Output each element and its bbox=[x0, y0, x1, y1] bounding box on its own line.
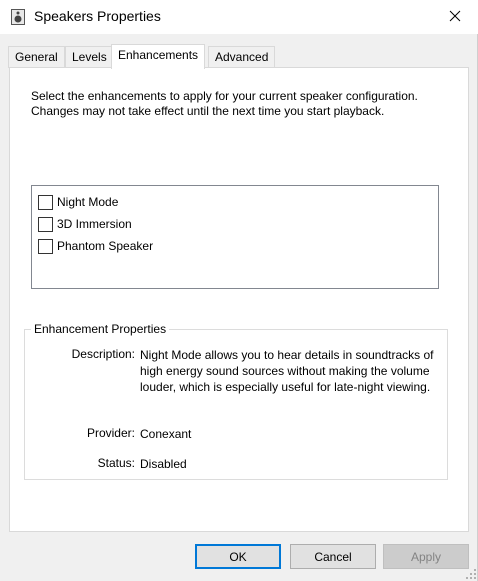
close-icon bbox=[449, 10, 461, 22]
cancel-button[interactable]: Cancel bbox=[290, 544, 376, 569]
provider-label: Provider: bbox=[86, 426, 135, 440]
status-label: Status: bbox=[97, 456, 135, 470]
list-item-label: Night Mode bbox=[57, 195, 119, 209]
ok-button[interactable]: OK bbox=[195, 544, 281, 569]
title-bar[interactable] bbox=[0, 0, 478, 34]
tab-strip bbox=[8, 44, 470, 68]
tab-label: Advanced bbox=[215, 50, 269, 64]
night-mode-checkbox[interactable] bbox=[38, 195, 53, 210]
list-item-label: 3D Immersion bbox=[57, 217, 132, 231]
enhancements-intro: Select the enhancements to apply for your current speaker configuration. Changes may not take effect until the next time you start playback. bbox=[31, 89, 418, 118]
close-button[interactable] bbox=[432, 0, 478, 32]
description-value: Night Mode allows you to hear details in soundtracks of high energy sound sources without making the volume louder, which is especially useful for late-night viewing. bbox=[140, 348, 434, 394]
3d-immersion-checkbox[interactable] bbox=[38, 217, 53, 232]
window-title: Speakers Properties bbox=[34, 8, 161, 24]
tab-label: General bbox=[15, 50, 58, 64]
apply-button[interactable]: Apply bbox=[383, 544, 469, 569]
group-title: Enhancement Properties bbox=[31, 322, 169, 336]
list-item-label: Phantom Speaker bbox=[57, 239, 154, 253]
enhancements-panel bbox=[9, 67, 469, 532]
tab-label: Enhancements bbox=[118, 48, 199, 62]
enhancements-list[interactable] bbox=[31, 185, 439, 289]
description-label: Description: bbox=[71, 347, 135, 361]
list-item-3d-immersion[interactable] bbox=[38, 214, 132, 234]
phantom-speaker-checkbox[interactable] bbox=[38, 239, 53, 254]
provider-value: Conexant bbox=[140, 427, 192, 441]
tab-advanced[interactable] bbox=[208, 46, 275, 68]
speaker-icon bbox=[11, 9, 25, 25]
enhancement-properties-group bbox=[24, 322, 448, 480]
list-item-night-mode[interactable] bbox=[38, 192, 118, 212]
list-item-phantom-speaker[interactable] bbox=[38, 236, 153, 256]
tab-enhancements[interactable] bbox=[111, 44, 205, 69]
tab-label: Levels bbox=[72, 50, 107, 64]
status-value: Disabled bbox=[140, 457, 187, 471]
tab-general[interactable] bbox=[8, 46, 65, 68]
resize-grip-icon[interactable] bbox=[466, 569, 476, 579]
tab-levels[interactable] bbox=[65, 46, 114, 68]
